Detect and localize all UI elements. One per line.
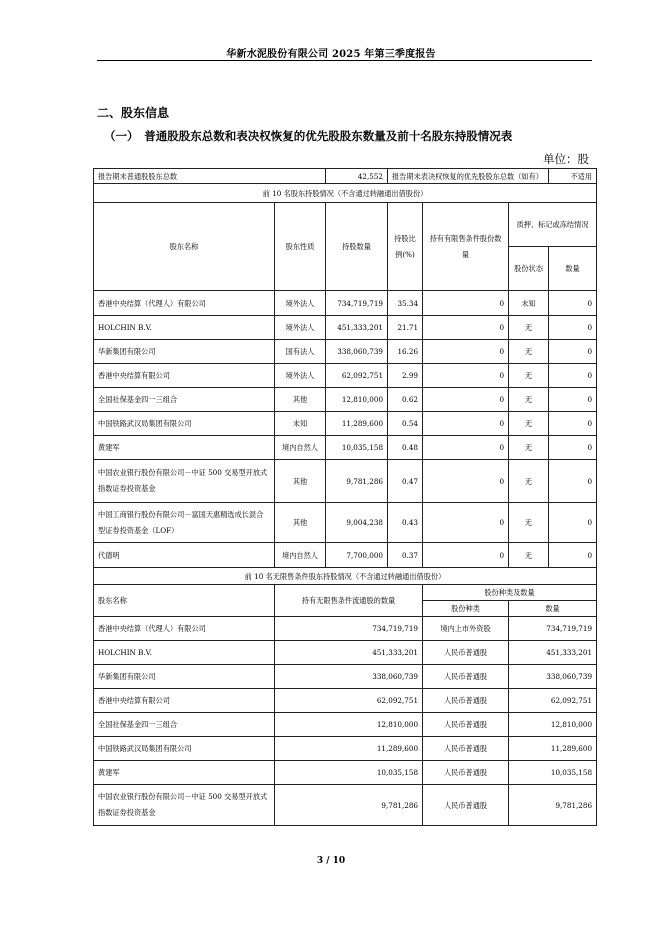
unrestricted-shares: 9,781,286 <box>275 785 423 826</box>
holder-name: 代德明 <box>94 543 275 568</box>
table-row <box>94 412 597 436</box>
holder-ratio: 0.43 <box>388 503 423 543</box>
table-row <box>94 503 597 543</box>
pledge-status: 无 <box>509 316 549 340</box>
share-qty: 10,035,158 <box>509 761 597 785</box>
holder-shares: 62,092,751 <box>326 364 388 388</box>
holder-name: HOLCHIN B.V. <box>94 641 275 665</box>
pledge-qty: 0 <box>549 388 597 412</box>
section-title: 二、股东信息 <box>97 106 170 120</box>
holder-restricted: 0 <box>423 340 509 364</box>
table-row <box>94 436 597 460</box>
total-holders-label: 报告期末普通股股东总数 <box>94 169 326 184</box>
holder-restricted: 0 <box>423 543 509 568</box>
holder-restricted: 0 <box>423 503 509 543</box>
holder-nature: 境外法人 <box>275 364 326 388</box>
header-divider <box>97 60 592 61</box>
pledge-status: 无 <box>509 388 549 412</box>
holder-ratio: 21.71 <box>388 316 423 340</box>
table-row <box>94 340 597 364</box>
shareholder-table <box>93 168 597 826</box>
holder-restricted: 0 <box>423 460 509 503</box>
share-qty: 338,060,739 <box>509 665 597 689</box>
header-restricted: 持有有限售条件股份数量 <box>423 203 509 291</box>
holder-name: 黄建军 <box>94 436 275 460</box>
pledge-status: 未知 <box>509 291 549 316</box>
holder-restricted: 0 <box>423 412 509 436</box>
holder-shares: 11,289,600 <box>326 412 388 436</box>
unrestricted-shares: 11,289,600 <box>275 737 423 761</box>
pledge-qty: 0 <box>549 460 597 503</box>
pledge-status: 无 <box>509 412 549 436</box>
pledge-qty: 0 <box>549 316 597 340</box>
top10-caption: 前 10 名股东持股情况（不含通过转融通出借股份） <box>94 184 597 203</box>
holder-name: HOLCHIN B.V. <box>94 316 275 340</box>
header-share-type-group: 股份种类及数量 <box>423 585 597 601</box>
holder-ratio: 16.26 <box>388 340 423 364</box>
share-qty: 734,719,719 <box>509 617 597 641</box>
header-shares: 持股数量 <box>326 203 388 291</box>
header-pledge-status: 股份状态 <box>509 247 549 291</box>
holder-name: 全国社保基金四一三组合 <box>94 713 275 737</box>
unrestricted-shares: 451,333,201 <box>275 641 423 665</box>
table-row <box>94 785 597 826</box>
holder-name: 中国工商银行股份有限公司－富国天惠精选成长混合型证券投资基金（LOF） <box>94 503 275 543</box>
holder-nature: 国有法人 <box>275 340 326 364</box>
holder-nature: 其他 <box>275 460 326 503</box>
holder-shares: 12,810,000 <box>326 388 388 412</box>
table-row <box>94 641 597 665</box>
holder-name: 香港中央结算（代理人）有限公司 <box>94 291 275 316</box>
pledge-qty: 0 <box>549 291 597 316</box>
share-qty: 62,092,751 <box>509 689 597 713</box>
table-row <box>94 460 597 503</box>
holder-ratio: 0.48 <box>388 436 423 460</box>
pledge-status: 无 <box>509 436 549 460</box>
share-qty: 11,289,600 <box>509 737 597 761</box>
pledge-status: 无 <box>509 340 549 364</box>
holder-name: 黄建军 <box>94 761 275 785</box>
pledge-qty: 0 <box>549 412 597 436</box>
holder-name: 香港中央结算有限公司 <box>94 689 275 713</box>
holder-restricted: 0 <box>423 291 509 316</box>
page-number: 3 / 10 <box>316 856 346 866</box>
pledge-qty: 0 <box>549 364 597 388</box>
holder-nature: 其他 <box>275 503 326 543</box>
share-type: 境内上市外资股 <box>423 617 509 641</box>
holder-name: 中国农业银行股份有限公司－中证 500 交易型开放式指数证券投资基金 <box>94 460 275 503</box>
share-qty: 12,810,000 <box>509 713 597 737</box>
top10-caption-row <box>94 184 597 203</box>
holder-nature: 境内自然人 <box>275 436 326 460</box>
table-row <box>94 713 597 737</box>
holder-ratio: 0.37 <box>388 543 423 568</box>
pledge-qty: 0 <box>549 503 597 543</box>
summary-row <box>94 169 597 184</box>
holder-ratio: 0.47 <box>388 460 423 503</box>
unrestricted-shares: 62,092,751 <box>275 689 423 713</box>
table-row <box>94 617 597 641</box>
share-type: 人民币普通股 <box>423 761 509 785</box>
pledge-status: 无 <box>509 543 549 568</box>
holder-shares: 10,035,158 <box>326 436 388 460</box>
share-qty: 9,781,286 <box>509 785 597 826</box>
holder-name: 香港中央结算有限公司 <box>94 364 275 388</box>
holder-shares: 9,004,238 <box>326 503 388 543</box>
preferred-holders-label: 报告期末表决权恢复的优先股股东总数（如有） <box>388 169 549 184</box>
holder-name: 香港中央结算（代理人）有限公司 <box>94 617 275 641</box>
unrestricted-caption-row <box>94 568 597 585</box>
unrestricted-shares: 734,719,719 <box>275 617 423 641</box>
share-type: 人民币普通股 <box>423 689 509 713</box>
pledge-qty: 0 <box>549 340 597 364</box>
unrestricted-shares: 338,060,739 <box>275 665 423 689</box>
holder-name: 中国铁路武汉局集团有限公司 <box>94 737 275 761</box>
share-type: 人民币普通股 <box>423 713 509 737</box>
holder-restricted: 0 <box>423 364 509 388</box>
top10-header-row <box>94 203 597 247</box>
pledge-status: 无 <box>509 503 549 543</box>
table-row <box>94 761 597 785</box>
table-row <box>94 689 597 713</box>
header-share-qty: 数量 <box>509 601 597 617</box>
shareholder-table-body <box>94 169 597 826</box>
header-holder-nature: 股东性质 <box>275 203 326 291</box>
unrestricted-shares: 12,810,000 <box>275 713 423 737</box>
holder-restricted: 0 <box>423 436 509 460</box>
unrestricted-caption: 前 10 名无限售条件股东持股情况（不含通过转融通出借股份） <box>94 568 597 585</box>
share-type: 人民币普通股 <box>423 737 509 761</box>
holder-shares: 338,060,739 <box>326 340 388 364</box>
holder-restricted: 0 <box>423 316 509 340</box>
table-row <box>94 543 597 568</box>
unrestricted-shares: 10,035,158 <box>275 761 423 785</box>
holder-ratio: 0.62 <box>388 388 423 412</box>
header-pledge: 质押、标记或冻结情况 <box>509 203 597 247</box>
holder-shares: 7,700,000 <box>326 543 388 568</box>
pledge-qty: 0 <box>549 543 597 568</box>
header-ratio: 持股比例(%) <box>388 203 423 291</box>
page-header-title: 华新水泥股份有限公司 2025 年第三季度报告 <box>226 49 436 60</box>
share-type: 人民币普通股 <box>423 785 509 826</box>
table-row <box>94 737 597 761</box>
holder-ratio: 0.54 <box>388 412 423 436</box>
pledge-qty: 0 <box>549 436 597 460</box>
table-row <box>94 665 597 689</box>
table-row <box>94 388 597 412</box>
holder-nature: 境外法人 <box>275 291 326 316</box>
share-type: 人民币普通股 <box>423 665 509 689</box>
header-unrestricted-name: 股东名称 <box>94 585 275 617</box>
holder-nature: 境外法人 <box>275 316 326 340</box>
holder-nature: 境内自然人 <box>275 543 326 568</box>
header-holder-name: 股东名称 <box>94 203 275 291</box>
table-row <box>94 316 597 340</box>
holder-shares: 9,781,286 <box>326 460 388 503</box>
pledge-status: 无 <box>509 364 549 388</box>
holder-name: 中国农业银行股份有限公司－中证 500 交易型开放式指数证券投资基金 <box>94 785 275 826</box>
header-share-type: 股份种类 <box>423 601 509 617</box>
share-type: 人民币普通股 <box>423 641 509 665</box>
holder-ratio: 35.34 <box>388 291 423 316</box>
subsection-title: （一） 普通股股东总数和表决权恢复的优先股股东数量及前十名股东持股情况表 <box>104 129 513 143</box>
holder-nature: 未知 <box>275 412 326 436</box>
unit-label: 单位：股 <box>543 152 589 166</box>
holder-name: 华新集团有限公司 <box>94 340 275 364</box>
total-holders-value: 42,552 <box>326 169 388 184</box>
holder-shares: 451,333,201 <box>326 316 388 340</box>
holder-name: 中国铁路武汉局集团有限公司 <box>94 412 275 436</box>
share-qty: 451,333,201 <box>509 641 597 665</box>
holder-name: 全国社保基金四一三组合 <box>94 388 275 412</box>
table-row <box>94 364 597 388</box>
unrestricted-header-row <box>94 585 597 601</box>
header-unrestricted-shares: 持有无限售条件流通股的数量 <box>275 585 423 617</box>
holder-restricted: 0 <box>423 388 509 412</box>
holder-shares: 734,719,719 <box>326 291 388 316</box>
header-pledge-qty: 数量 <box>549 247 597 291</box>
holder-nature: 其他 <box>275 388 326 412</box>
holder-ratio: 2.99 <box>388 364 423 388</box>
holder-name: 华新集团有限公司 <box>94 665 275 689</box>
pledge-status: 无 <box>509 460 549 503</box>
preferred-holders-value: 不适用 <box>549 169 597 184</box>
table-row <box>94 291 597 316</box>
